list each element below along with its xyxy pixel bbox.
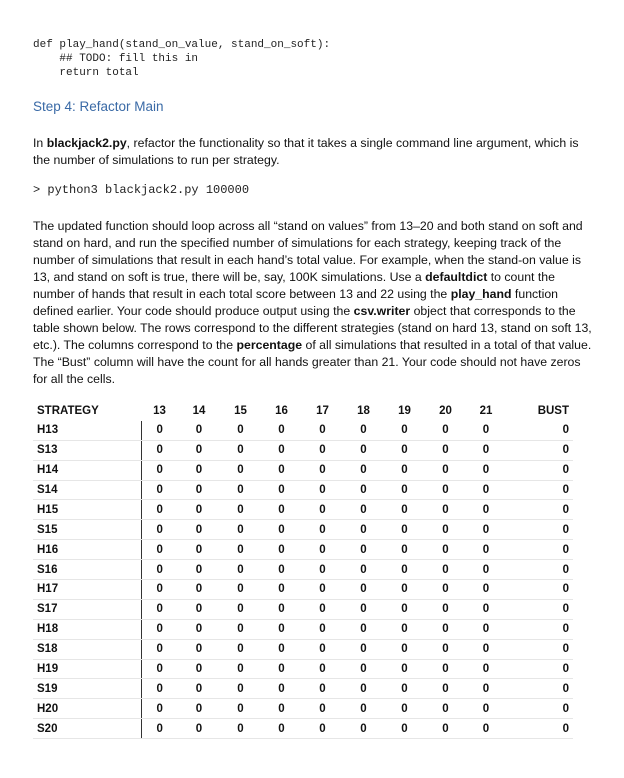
value-cell: 0 [506, 699, 573, 719]
value-cell: 0 [302, 619, 343, 639]
column-header: 15 [234, 405, 247, 418]
value-cell: 0 [141, 500, 178, 520]
value-cell: 0 [261, 480, 302, 500]
table-row [33, 580, 573, 600]
value-cell: 0 [178, 560, 220, 580]
value-cell: 0 [425, 560, 466, 580]
value-cell: 0 [220, 699, 261, 719]
value-cell: 0 [261, 560, 302, 580]
value-cell: 0 [302, 500, 343, 520]
value-cell: 0 [302, 520, 343, 540]
column-header: 13 [153, 405, 166, 418]
value-cell: 0 [506, 540, 573, 560]
value-cell: 0 [220, 560, 261, 580]
column-header: 16 [275, 405, 288, 418]
value-cell: 0 [220, 719, 261, 739]
table-row [33, 520, 573, 540]
value-cell: 0 [466, 719, 506, 739]
bold-run: defaultdict [425, 270, 488, 284]
value-cell: 0 [466, 639, 506, 659]
value-cell: 0 [220, 480, 261, 500]
value-cell: 0 [343, 719, 384, 739]
strategy-cell: H13 [33, 421, 141, 440]
value-cell: 0 [261, 639, 302, 659]
value-cell: 0 [178, 659, 220, 679]
value-cell: 0 [302, 699, 343, 719]
table-row [33, 560, 573, 580]
value-cell: 0 [466, 599, 506, 619]
value-cell: 0 [141, 599, 178, 619]
text-run: The updated function should loop across all “stand on values” from 13–20 and both stand on soft and stand on hard, and run the specified number of simulations for each strategy, keeping track of the number of simulations that result in each hand’s total value. For example, when the stand-on value is 13, and stand on soft is true, there will be, say, 100K simulations. Use a [33, 219, 583, 284]
value-cell: 0 [178, 540, 220, 560]
value-cell: 0 [384, 560, 425, 580]
value-cell: 0 [343, 639, 384, 659]
value-cell: 0 [425, 639, 466, 659]
value-cell: 0 [506, 560, 573, 580]
text-run: function defined earlier. Your code should produce output using the [33, 287, 559, 318]
value-cell: 0 [178, 719, 220, 739]
text-run: , refactor the functionality so that it takes a single command line argument, which is the number of simulations to run per strategy. [33, 136, 579, 167]
value-cell: 0 [141, 619, 178, 639]
value-cell: 0 [506, 440, 573, 460]
value-cell: 0 [384, 679, 425, 699]
value-cell: 0 [506, 500, 573, 520]
text-run: of all simulations that resulted in a total of that value. The “Bust” column will have the count for all hands greater than 21. Your code should not have zeros for all the cells. [33, 338, 592, 386]
value-cell: 0 [261, 699, 302, 719]
strategy-cell: H14 [33, 460, 141, 480]
column-header: 18 [357, 405, 370, 418]
value-cell: 0 [466, 500, 506, 520]
value-cell: 0 [343, 500, 384, 520]
code-line: ## TODO: fill this in [33, 53, 199, 65]
value-cell: 0 [141, 540, 178, 560]
value-cell: 0 [425, 580, 466, 600]
value-cell: 0 [220, 580, 261, 600]
code-block [33, 38, 330, 80]
value-cell: 0 [425, 619, 466, 639]
table-row [33, 619, 573, 639]
strategy-table [33, 402, 573, 739]
value-cell: 0 [261, 421, 302, 440]
value-cell: 0 [466, 480, 506, 500]
table-row [33, 639, 573, 659]
bold-run: blackjack2.py [46, 136, 127, 150]
bold-run: play_hand [450, 287, 512, 301]
value-cell: 0 [425, 599, 466, 619]
value-cell: 0 [178, 520, 220, 540]
value-cell: 0 [261, 659, 302, 679]
command-line-example: > python3 blackjack2.py 100000 [33, 183, 250, 197]
value-cell: 0 [506, 659, 573, 679]
value-cell: 0 [220, 460, 261, 480]
value-cell: 0 [466, 659, 506, 679]
value-cell: 0 [384, 619, 425, 639]
column-header: 20 [439, 405, 452, 418]
strategy-cell: S18 [33, 639, 141, 659]
value-cell: 0 [261, 719, 302, 739]
value-cell: 0 [506, 719, 573, 739]
value-cell: 0 [261, 540, 302, 560]
value-cell: 0 [343, 460, 384, 480]
value-cell: 0 [343, 560, 384, 580]
value-cell: 0 [466, 460, 506, 480]
value-cell: 0 [178, 699, 220, 719]
value-cell: 0 [302, 639, 343, 659]
value-cell: 0 [220, 599, 261, 619]
value-cell: 0 [220, 639, 261, 659]
value-cell: 0 [384, 639, 425, 659]
value-cell: 0 [141, 659, 178, 679]
value-cell: 0 [384, 540, 425, 560]
value-cell: 0 [178, 580, 220, 600]
value-cell: 0 [384, 500, 425, 520]
value-cell: 0 [343, 440, 384, 460]
text-run: In [33, 136, 47, 150]
value-cell: 0 [506, 619, 573, 639]
value-cell: 0 [466, 580, 506, 600]
value-cell: 0 [343, 520, 384, 540]
value-cell: 0 [506, 460, 573, 480]
strategy-cell: S16 [33, 560, 141, 580]
paragraph-intro [33, 135, 593, 169]
strategy-cell: H18 [33, 619, 141, 639]
table-row [33, 659, 573, 679]
value-cell: 0 [384, 580, 425, 600]
value-cell: 0 [220, 619, 261, 639]
text-run: object that corresponds to the table shown below. The rows correspond to the different strategies (stand on hard 13, stand on soft 13, etc.). The columns correspond to the [33, 304, 592, 352]
value-cell: 0 [220, 440, 261, 460]
value-cell: 0 [141, 560, 178, 580]
code-line: def play_hand(stand_on_value, stand_on_soft): [33, 39, 331, 51]
value-cell: 0 [178, 639, 220, 659]
value-cell: 0 [141, 421, 178, 440]
table-row [33, 699, 573, 719]
column-header: 19 [398, 405, 411, 418]
value-cell: 0 [302, 560, 343, 580]
value-cell: 0 [384, 659, 425, 679]
value-cell: 0 [384, 520, 425, 540]
strategy-cell: S13 [33, 440, 141, 460]
value-cell: 0 [384, 480, 425, 500]
strategy-cell: H15 [33, 500, 141, 520]
value-cell: 0 [506, 580, 573, 600]
value-cell: 0 [425, 679, 466, 699]
value-cell: 0 [178, 679, 220, 699]
value-cell: 0 [425, 480, 466, 500]
value-cell: 0 [343, 421, 384, 440]
column-header-strategy: STRATEGY [37, 405, 99, 418]
table-row [33, 440, 573, 460]
value-cell: 0 [302, 421, 343, 440]
value-cell: 0 [141, 639, 178, 659]
value-cell: 0 [178, 480, 220, 500]
section-heading: Step 4: Refactor Main [33, 99, 164, 114]
value-cell: 0 [261, 580, 302, 600]
value-cell: 0 [302, 440, 343, 460]
strategy-cell: S14 [33, 480, 141, 500]
strategy-cell: H16 [33, 540, 141, 560]
value-cell: 0 [466, 520, 506, 540]
column-header: 14 [192, 405, 206, 418]
value-cell: 0 [220, 421, 261, 440]
value-cell: 0 [302, 599, 343, 619]
value-cell: 0 [178, 500, 220, 520]
strategy-cell: S20 [33, 719, 141, 739]
value-cell: 0 [261, 440, 302, 460]
value-cell: 0 [384, 421, 425, 440]
value-cell: 0 [466, 560, 506, 580]
strategy-cell: S19 [33, 679, 141, 699]
value-cell: 0 [343, 580, 384, 600]
table-row [33, 540, 573, 560]
value-cell: 0 [302, 719, 343, 739]
paragraph-instructions [33, 218, 593, 388]
text-run: to count the number of hands that result in each total score between 13 and 22 using the [33, 270, 555, 301]
strategy-cell: H20 [33, 699, 141, 719]
value-cell: 0 [425, 460, 466, 480]
value-cell: 0 [384, 719, 425, 739]
value-cell: 0 [141, 520, 178, 540]
value-cell: 0 [261, 679, 302, 699]
table-body [33, 421, 573, 739]
value-cell: 0 [506, 599, 573, 619]
value-cell: 0 [302, 460, 343, 480]
value-cell: 0 [384, 599, 425, 619]
value-cell: 0 [220, 659, 261, 679]
value-cell: 0 [506, 480, 573, 500]
value-cell: 0 [141, 440, 178, 460]
table-row [33, 460, 573, 480]
value-cell: 0 [261, 619, 302, 639]
table-row [33, 421, 573, 440]
value-cell: 0 [466, 540, 506, 560]
value-cell: 0 [220, 679, 261, 699]
value-cell: 0 [178, 440, 220, 460]
table-row [33, 719, 573, 739]
value-cell: 0 [141, 580, 178, 600]
value-cell: 0 [141, 460, 178, 480]
value-cell: 0 [141, 699, 178, 719]
value-cell: 0 [425, 440, 466, 460]
value-cell: 0 [425, 659, 466, 679]
column-header: 21 [479, 405, 493, 418]
table-row [33, 599, 573, 619]
value-cell: 0 [506, 679, 573, 699]
bold-run: csv.writer [353, 304, 411, 318]
strategy-cell: S17 [33, 599, 141, 619]
value-cell: 0 [506, 639, 573, 659]
value-cell: 0 [261, 520, 302, 540]
value-cell: 0 [178, 421, 220, 440]
value-cell: 0 [141, 480, 178, 500]
value-cell: 0 [178, 619, 220, 639]
value-cell: 0 [466, 699, 506, 719]
table-header-row [33, 402, 573, 421]
value-cell: 0 [466, 619, 506, 639]
value-cell: 0 [425, 699, 466, 719]
value-cell: 0 [220, 500, 261, 520]
value-cell: 0 [302, 540, 343, 560]
value-cell: 0 [261, 460, 302, 480]
value-cell: 0 [302, 480, 343, 500]
value-cell: 0 [302, 679, 343, 699]
value-cell: 0 [141, 679, 178, 699]
value-cell: 0 [302, 580, 343, 600]
value-cell: 0 [343, 699, 384, 719]
value-cell: 0 [425, 520, 466, 540]
value-cell: 0 [343, 659, 384, 679]
value-cell: 0 [343, 599, 384, 619]
value-cell: 0 [425, 500, 466, 520]
value-cell: 0 [466, 440, 506, 460]
value-cell: 0 [384, 460, 425, 480]
value-cell: 0 [466, 679, 506, 699]
value-cell: 0 [178, 599, 220, 619]
value-cell: 0 [220, 540, 261, 560]
value-cell: 0 [343, 619, 384, 639]
strategy-cell: H19 [33, 659, 141, 679]
value-cell: 0 [466, 421, 506, 440]
value-cell: 0 [343, 679, 384, 699]
value-cell: 0 [141, 719, 178, 739]
value-cell: 0 [343, 480, 384, 500]
value-cell: 0 [425, 540, 466, 560]
value-cell: 0 [261, 599, 302, 619]
strategy-cell: H17 [33, 580, 141, 600]
code-line: return total [33, 67, 139, 79]
table-row [33, 480, 573, 500]
column-header: BUST [537, 405, 569, 418]
value-cell: 0 [220, 520, 261, 540]
strategy-cell: S15 [33, 520, 141, 540]
table-row [33, 679, 573, 699]
bold-run: percentage [236, 338, 303, 352]
value-cell: 0 [506, 520, 573, 540]
value-cell: 0 [384, 440, 425, 460]
value-cell: 0 [261, 500, 302, 520]
table-row [33, 500, 573, 520]
value-cell: 0 [506, 421, 573, 440]
value-cell: 0 [343, 540, 384, 560]
value-cell: 0 [302, 659, 343, 679]
value-cell: 0 [384, 699, 425, 719]
column-header: 17 [316, 405, 329, 418]
value-cell: 0 [178, 460, 220, 480]
value-cell: 0 [425, 719, 466, 739]
value-cell: 0 [425, 421, 466, 440]
